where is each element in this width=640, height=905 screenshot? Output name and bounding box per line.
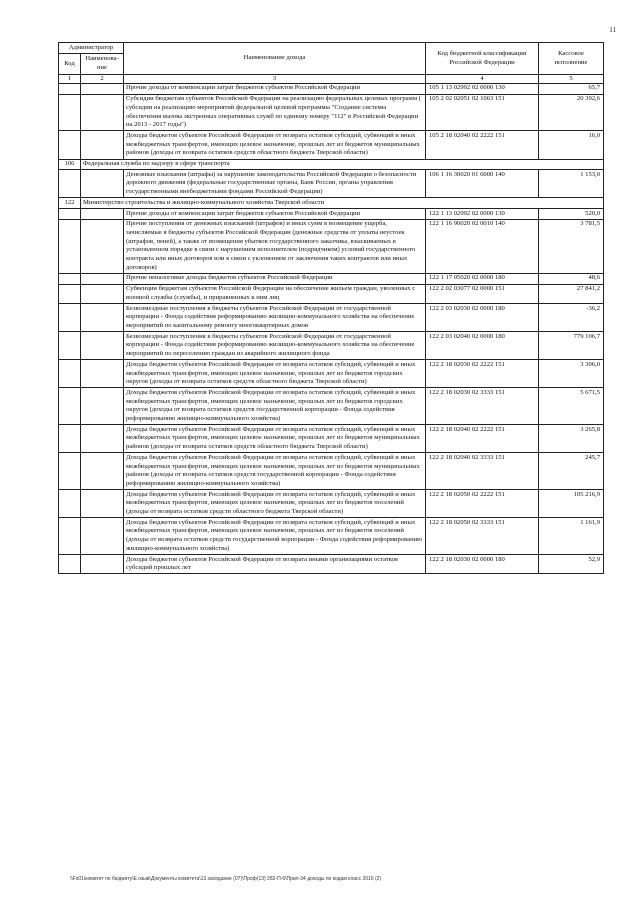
admin-code: 122 <box>59 198 81 209</box>
empty-cell <box>59 284 81 303</box>
table-row <box>59 304 604 332</box>
section-row <box>59 159 604 170</box>
budget-code: 122 2 02 03077 02 0000 151 <box>426 284 539 303</box>
cash-amount: 1 161,9 <box>539 518 604 555</box>
admin-header: Администратор <box>59 43 124 54</box>
table-row <box>59 219 604 273</box>
income-name: Безвозмездные поступления в бюджеты субъектов Российской Федерации от государственной корпорации - Фонда содействия реформированию жилищно-коммунального хозяйства на обеспечение мероприятий по переселению граждан из аварийного жилищного фонда <box>124 332 426 360</box>
empty-cell <box>59 304 81 332</box>
income-name: Доходы бюджетов субъектов Российской Федерации от возврата остатков субсидий, субвенций и иных межбюджетных трансфертов, имеющих целевое назначение, прошлых лет из бюджетов поселений (доходы от возврата остатков средств областного бюджета Тверской области) <box>124 490 426 518</box>
income-name: Доходы бюджетов субъектов Российской Федерации от возврата остатков субсидий, субвенций и иных межбюджетных трансфертов, имеющих целевое назначение, прошлых лет из бюджетов поселений (доходы от возврата остатков средств государственной корпорации - Фонда содействия реформированию жилищно-коммунального хозяйства) <box>124 518 426 555</box>
budget-code: 122 2 18 02030 02 3333 151 <box>426 388 539 425</box>
table-row <box>59 332 604 360</box>
table-row <box>59 555 604 574</box>
empty-cell <box>81 273 124 284</box>
income-name: Субсидии бюджетам субъектов Российской Федерации на реализацию федеральных целевых программ ( субсидии на реализацию мероприятий федеральной целевой программы "Создание системы обеспечения вызова экстренных оперативных служб по единому номеру "112" в Российской Федерации на 2013 - 2017 годы") <box>124 94 426 131</box>
empty-cell <box>81 453 124 490</box>
table-row <box>59 170 604 198</box>
cash-amount: 520,0 <box>539 209 604 220</box>
empty-cell <box>81 332 124 360</box>
budget-code: 105 2 02 02051 02 1063 151 <box>426 94 539 131</box>
page-number: 11 <box>609 26 616 34</box>
income-name: Доходы бюджетов субъектов Российской Федерации от возврата иными организациями остатков субсидий прошлых лет <box>124 555 426 574</box>
budget-code: 122 1 17 05020 02 0000 180 <box>426 273 539 284</box>
empty-cell <box>59 209 81 220</box>
empty-cell <box>59 453 81 490</box>
cash-amount: 3 306,0 <box>539 360 604 388</box>
empty-cell <box>81 284 124 303</box>
table-body <box>59 83 604 574</box>
budget-code: 106 1 16 30020 01 6000 140 <box>426 170 539 198</box>
budget-code: 105 1 13 02992 02 0000 130 <box>426 83 539 94</box>
empty-cell <box>81 94 124 131</box>
table-row <box>59 209 604 220</box>
cash-amount: 245,7 <box>539 453 604 490</box>
budget-code: 122 2 18 02030 02 0000 180 <box>426 555 539 574</box>
table-row <box>59 273 604 284</box>
empty-cell <box>59 425 81 453</box>
income-name: Прочие доходы от компенсации затрат бюджетов субъектов Российской Федерации <box>124 83 426 94</box>
cash-amount: -36,2 <box>539 304 604 332</box>
empty-cell <box>81 388 124 425</box>
column-number: 1 <box>59 75 81 84</box>
column-number: 5 <box>539 75 604 84</box>
income-name: Доходы бюджетов субъектов Российской Федерации от возврата остатков субсидий, субвенций и иных межбюджетных трансфертов, имеющих целевое назначение, прошлых лет из бюджетов муниципальных районов (доходы от возврата остатков средств областного бюджета Тверской области) <box>124 425 426 453</box>
empty-cell <box>59 518 81 555</box>
empty-cell <box>59 131 81 159</box>
empty-cell <box>81 170 124 198</box>
empty-cell <box>59 219 81 273</box>
empty-cell <box>59 170 81 198</box>
empty-cell <box>81 518 124 555</box>
column-number: 4 <box>426 75 539 84</box>
budget-code: 122 2 03 02030 02 0000 180 <box>426 304 539 332</box>
budget-code: 105 2 18 02040 02 2222 151 <box>426 131 539 159</box>
table-row <box>59 94 604 131</box>
admin-code: 106 <box>59 159 81 170</box>
empty-cell <box>81 219 124 273</box>
empty-cell <box>81 425 124 453</box>
table-row <box>59 284 604 303</box>
column-number: 3 <box>124 75 426 84</box>
income-name: Доходы бюджетов субъектов Российской Федерации от возврата остатков субсидий, субвенций и иных межбюджетных трансфертов, имеющих целевое назначение, прошлых лет из бюджетов муниципальных районов (доходы от возврата остатков средств областного бюджета Тверской области) <box>124 131 426 159</box>
budget-code: 122 2 18 02050 02 2222 151 <box>426 490 539 518</box>
table-row <box>59 425 604 453</box>
cash-amount: 52,9 <box>539 555 604 574</box>
budget-code: 122 1 13 02992 02 0000 130 <box>426 209 539 220</box>
cash-amount: 20 392,6 <box>539 94 604 131</box>
income-table <box>58 42 604 574</box>
income-name: Доходы бюджетов субъектов Российской Федерации от возврата остатков субсидий, субвенций и иных межбюджетных трансфертов, имеющих целевое назначение, прошлых лет из бюджетов городских округов (доходы от возврата остатков средств государственной корпорации - Фонда содействия реформированию жилищно-коммунального хозяйства) <box>124 388 426 425</box>
empty-cell <box>81 555 124 574</box>
table-row <box>59 490 604 518</box>
admin-name-header: Наименова-ние <box>81 54 124 75</box>
empty-cell <box>59 360 81 388</box>
empty-cell <box>59 555 81 574</box>
budget-code: 122 2 18 02050 02 3333 151 <box>426 518 539 555</box>
cash-amount: 3 265,8 <box>539 425 604 453</box>
table-row <box>59 131 604 159</box>
empty-cell <box>81 131 124 159</box>
income-name: Прочие доходы от компенсации затрат бюджетов субъектов Российской Федерации <box>124 209 426 220</box>
cash-amount: 3 781,5 <box>539 219 604 273</box>
budget-code-header: Код бюджетной классификации Российской Федерации <box>426 43 539 75</box>
cash-amount: 65,7 <box>539 83 604 94</box>
budget-code: 122 2 03 02040 02 0000 180 <box>426 332 539 360</box>
budget-code: 122 2 18 02030 02 2222 151 <box>426 360 539 388</box>
income-name: Прочие поступления от денежных взысканий (штрафов) и иных сумм в возмещение ущерба, зачисляемые в бюджеты субъектов Российской Федерации (денежные средства от уплаты неустоек (штрафов, пеней), а также от возмещения убытков государственного заказчика, взыскиваемых в установленном порядке в связи с нарушением исполнителем (подрядчиком) условий государственного контракта или иных договоров или в связи с уклонением от заключения таких контрактов или иных договоров) <box>124 219 426 273</box>
cash-amount: 779 106,7 <box>539 332 604 360</box>
cash-amount: 105 216,9 <box>539 490 604 518</box>
table-row <box>59 83 604 94</box>
income-name: Доходы бюджетов субъектов Российской Федерации от возврата остатков субсидий, субвенций и иных межбюджетных трансфертов, имеющих целевое назначение, прошлых лет из бюджетов муниципальных районов (доходы от возврата остатков средств государственной корпорации - Фонда содействия реформированию жилищно-коммунального хозяйства) <box>124 453 426 490</box>
income-name: Субвенции бюджетам субъектов Российской Федерации на обеспечение жильем граждан, уволенных с военной службы (службы), и приравненных к ним лиц <box>124 284 426 303</box>
budget-code: 122 2 18 02040 02 2222 151 <box>426 425 539 453</box>
budget-code: 122 1 16 90020 02 0010 140 <box>426 219 539 273</box>
empty-cell <box>81 490 124 518</box>
cash-execution-header: Кассовое исполнение <box>539 43 604 75</box>
empty-cell <box>81 304 124 332</box>
admin-name: Федеральная служба по надзору в сфере транспорта <box>81 159 604 170</box>
empty-cell <box>81 83 124 94</box>
income-name: Доходы бюджетов субъектов Российской Федерации от возврата остатков субсидий, субвенций и иных межбюджетных трансфертов, имеющих целевое назначение, прошлых лет из бюджетов городских округов (доходы от возврата остатков средств областного бюджета Тверской области) <box>124 360 426 388</box>
empty-cell <box>59 94 81 131</box>
cash-amount: 1 153,0 <box>539 170 604 198</box>
column-number: 2 <box>81 75 124 84</box>
income-name: Прочие неналоговые доходы бюджетов субъектов Российской Федерации <box>124 273 426 284</box>
empty-cell <box>59 490 81 518</box>
empty-cell <box>59 273 81 284</box>
code-header: Код <box>59 54 81 75</box>
empty-cell <box>59 388 81 425</box>
income-name: Безвозмездные поступления в бюджеты субъектов Российской Федерации от государственной корпорации - Фонда содействия реформированию жилищно-коммунального хозяйства на обеспечение мероприятий по капитальному ремонту многоквартирных домов <box>124 304 426 332</box>
income-name-header: Наименование дохода <box>124 43 426 75</box>
cash-amount: 48,6 <box>539 273 604 284</box>
cash-amount: 27 841,2 <box>539 284 604 303</box>
empty-cell <box>59 332 81 360</box>
column-number-row <box>59 75 604 84</box>
empty-cell <box>81 209 124 220</box>
file-path-footer: \\Fs01\комитет по бюджету\Е.озыв\Документы комитета\13 заседание (07)\Проф(13) 282-П-6\Прил-34 доходы по кодам класс 2016 (2) <box>70 876 382 882</box>
admin-name: Министерство строительства и жилищно-коммунального хозяйства Тверской области <box>81 198 604 209</box>
income-name: Денежные взыскания (штрафы) за нарушение законодательства Российской Федерации о безопасности дорожного движения (федеральные государственные органы, Банк России, органы управления государственными внебюджетными фондами Российской Федерации) <box>124 170 426 198</box>
section-row <box>59 198 604 209</box>
cash-amount: 16,0 <box>539 131 604 159</box>
table-row <box>59 518 604 555</box>
cash-amount: 5 671,5 <box>539 388 604 425</box>
table-row <box>59 388 604 425</box>
table-row <box>59 453 604 490</box>
empty-cell <box>59 83 81 94</box>
empty-cell <box>81 360 124 388</box>
table-row <box>59 360 604 388</box>
header-row-1 <box>59 43 604 54</box>
budget-code: 122 2 18 02040 02 3333 151 <box>426 453 539 490</box>
